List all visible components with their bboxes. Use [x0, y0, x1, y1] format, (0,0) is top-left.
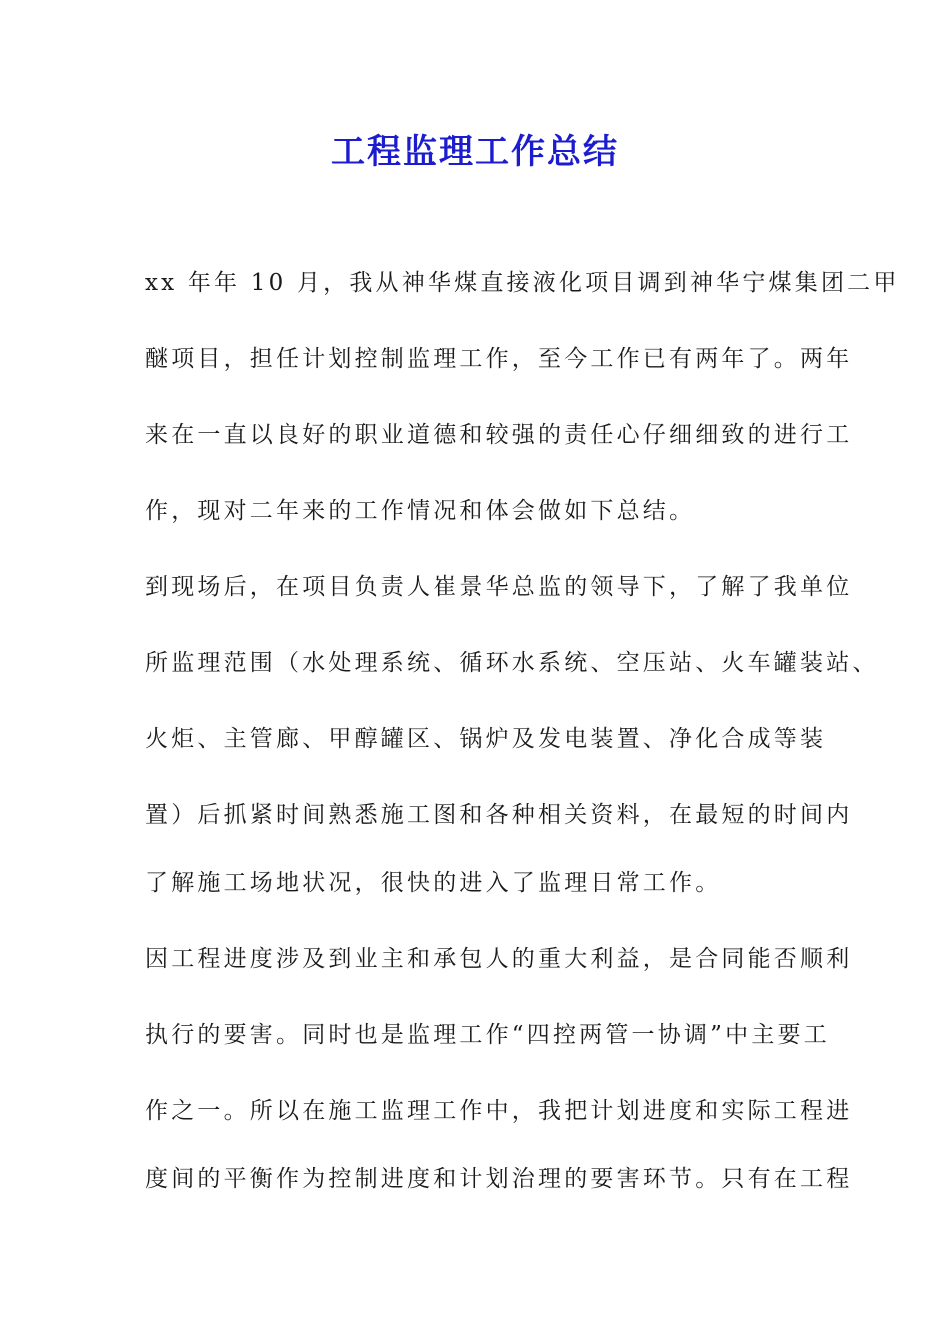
paragraph-line: 到现场后，在项目负责人崔景华总监的领导下，了解了我单位	[145, 574, 853, 600]
paragraph-line: 置）后抓紧时间熟悉施工图和各种相关资料，在最短的时间内	[145, 802, 853, 828]
paragraph-line: 因工程进度涉及到业主和承包人的重大利益，是合同能否顺利	[145, 946, 853, 972]
paragraph-line: 作，现对二年来的工作情况和体会做如下总结。	[145, 498, 696, 524]
paragraph-line: 来在一直以良好的职业道德和较强的责任心仔细细致的进行工	[145, 422, 853, 448]
paragraph-line: 作之一。所以在施工监理工作中，我把计划进度和实际工程进	[145, 1098, 853, 1124]
document-title: 工程监理工作总结	[331, 132, 619, 172]
paragraph-line: 执行的要害。同时也是监理工作“四控两管一协调”中主要工	[145, 1022, 830, 1048]
paragraph-line: 了解施工场地状况，很快的进入了监理日常工作。	[145, 870, 722, 896]
paragraph-line: xx 年年 10 月，我从神华煤直接液化项目调到神华宁煤集团二甲	[145, 270, 900, 296]
paragraph-line: 所监理范围（水处理系统、循环水系统、空压站、火车罐装站、	[145, 650, 879, 676]
paragraph-line: 火炬、主管廊、甲醇罐区、锅炉及发电装置、净化合成等装	[145, 726, 827, 752]
paragraph-line: 醚项目，担任计划控制监理工作，至今工作已有两年了。两年	[145, 346, 853, 372]
paragraph-line: 度间的平衡作为控制进度和计划治理的要害环节。只有在工程	[145, 1166, 853, 1192]
